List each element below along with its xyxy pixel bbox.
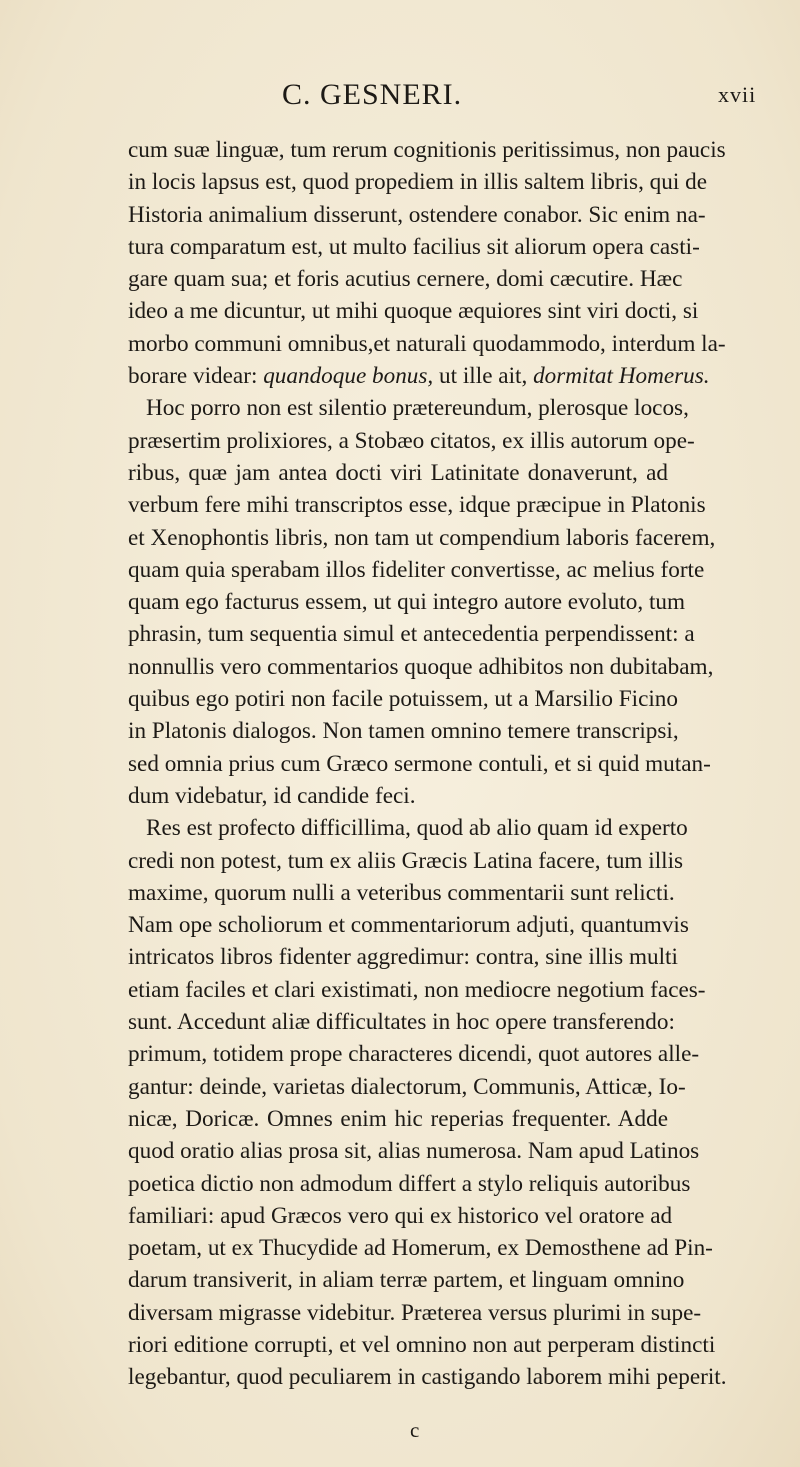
text-line: legebantur, quod peculiarem in castigando laborem mihi peperit. — [128, 1364, 727, 1391]
italic-quote: dormitat Homerus. — [533, 363, 710, 390]
paragraph-end-line: dum videbatur, id candide feci. — [128, 782, 416, 809]
text-line: cum suæ linguæ, tum rerum cognitionis peritissimus, non paucis — [128, 137, 726, 163]
text-line: diversam migrasse videbitur. Præterea versus plurimi in supe- — [128, 1299, 702, 1326]
text-line: etiam faciles et clari existimati, non mediocre negotium faces- — [128, 976, 706, 1003]
text-line: credi non potest, tum ex aliis Græcis Latina facere, tum illis — [128, 847, 684, 874]
text-line: in locis lapsus est, quod propediem in illis saltem libris, qui de — [128, 169, 707, 196]
text-line: darum transiverit, in aliam terræ partem, et linguam omnino — [128, 1267, 685, 1294]
text-line: primum, totidem prope characteres dicendi, quot autores alle- — [128, 1041, 700, 1068]
text-line: quam quia sperabam illos fideliter convertisse, ac melius forte — [128, 556, 705, 583]
body-text — [128, 134, 727, 1394]
text-line: nonnullis vero commentarios quoque adhibitos non dubitabam, — [128, 653, 714, 680]
text-line: in Platonis dialogos. Non tamen omnino temere transcripsi, — [128, 718, 679, 745]
running-head — [0, 78, 800, 118]
italic-quote: quandoque bonus, — [263, 363, 434, 390]
text-line: riori editione corrupti, et vel omnino non aut perperam distincti — [128, 1331, 716, 1358]
text-line: Nam ope scholiorum et commentariorum adjuti, quantumvis — [128, 912, 689, 939]
text-line: phrasin, tum sequentia simul et antecedentia perpendissent: a — [128, 621, 695, 648]
text-line: quod oratio alias prosa sit, alias numerosa. Nam apud Latinos — [128, 1138, 700, 1165]
paragraph-start-line: Hoc porro non est silentio prætereundum, plerosque locos, — [146, 395, 689, 422]
paragraph-start-line: Res est profecto difficillima, quod ab alio quam id experto — [146, 815, 688, 842]
text-line: Historia animalium disserunt, ostendere conabor. Sic enim na- — [128, 201, 706, 228]
text-line: familiari: apud Græcos vero qui ex historico vel oratore ad — [128, 1202, 673, 1229]
text-line: intricatos libros fidenter aggredimur: contra, sine illis multi — [128, 944, 678, 971]
text-line: ideo a me dicuntur, ut mihi quoque æquiores sint viri docti, si — [128, 298, 699, 325]
text-line: maxime, quorum nulli a veteribus commentarii sunt relicti. — [128, 879, 675, 906]
text-fragment: borare videar: — [128, 363, 264, 390]
text-line-with-italics — [128, 360, 710, 392]
text-line: poetam, ut ex Thucydide ad Homerum, ex Demosthene ad Pin- — [128, 1235, 713, 1262]
text-line: quam ego facturus essem, ut qui integro autore evoluto, tum — [128, 589, 686, 616]
text-line: sed omnia prius cum Græco sermone contuli, et si quid mutan- — [128, 750, 711, 777]
text-line: tura comparatum est, ut multo facilius sit aliorum opera casti- — [128, 233, 700, 260]
text-line: præsertim prolixiores, a Stobæo citatos, ex illis autorum ope- — [128, 427, 695, 454]
text-line: morbo communi omnibus,et naturali quodammodo, interdum la- — [128, 330, 726, 357]
text-line: sunt. Accedunt aliæ difficultates in hoc opere transferendo: — [128, 1009, 675, 1036]
text-line: nicæ, Doricæ. Omnes enim hic reperias frequenter. Adde — [128, 1105, 668, 1132]
running-title: C. GESNERI. — [282, 78, 463, 111]
text-fragment: ut ille ait, — [433, 363, 534, 390]
text-line: quibus ego potiri non facile potuissem, ut a Marsilio Ficino — [128, 686, 678, 713]
text-line: ribus, quæ jam antea docti viri Latinitate donaverunt, ad — [128, 459, 668, 486]
signature-mark: c — [410, 1418, 420, 1442]
page-number: xvii — [718, 82, 757, 107]
text-line: verbum fere mihi transcriptos esse, idque præcipue in Platonis — [128, 492, 706, 519]
text-line: poetica dictio non admodum differt a stylo reliquis autoribus — [128, 1170, 691, 1197]
text-line: gantur: deinde, varietas dialectorum, Communis, Atticæ, Io- — [128, 1073, 686, 1100]
text-line: et Xenophontis libris, non tam ut compendium laboris facerem, — [128, 524, 716, 551]
text-line: gare quam sua; et foris acutius cernere, domi cæcutire. Hæc — [128, 266, 683, 293]
